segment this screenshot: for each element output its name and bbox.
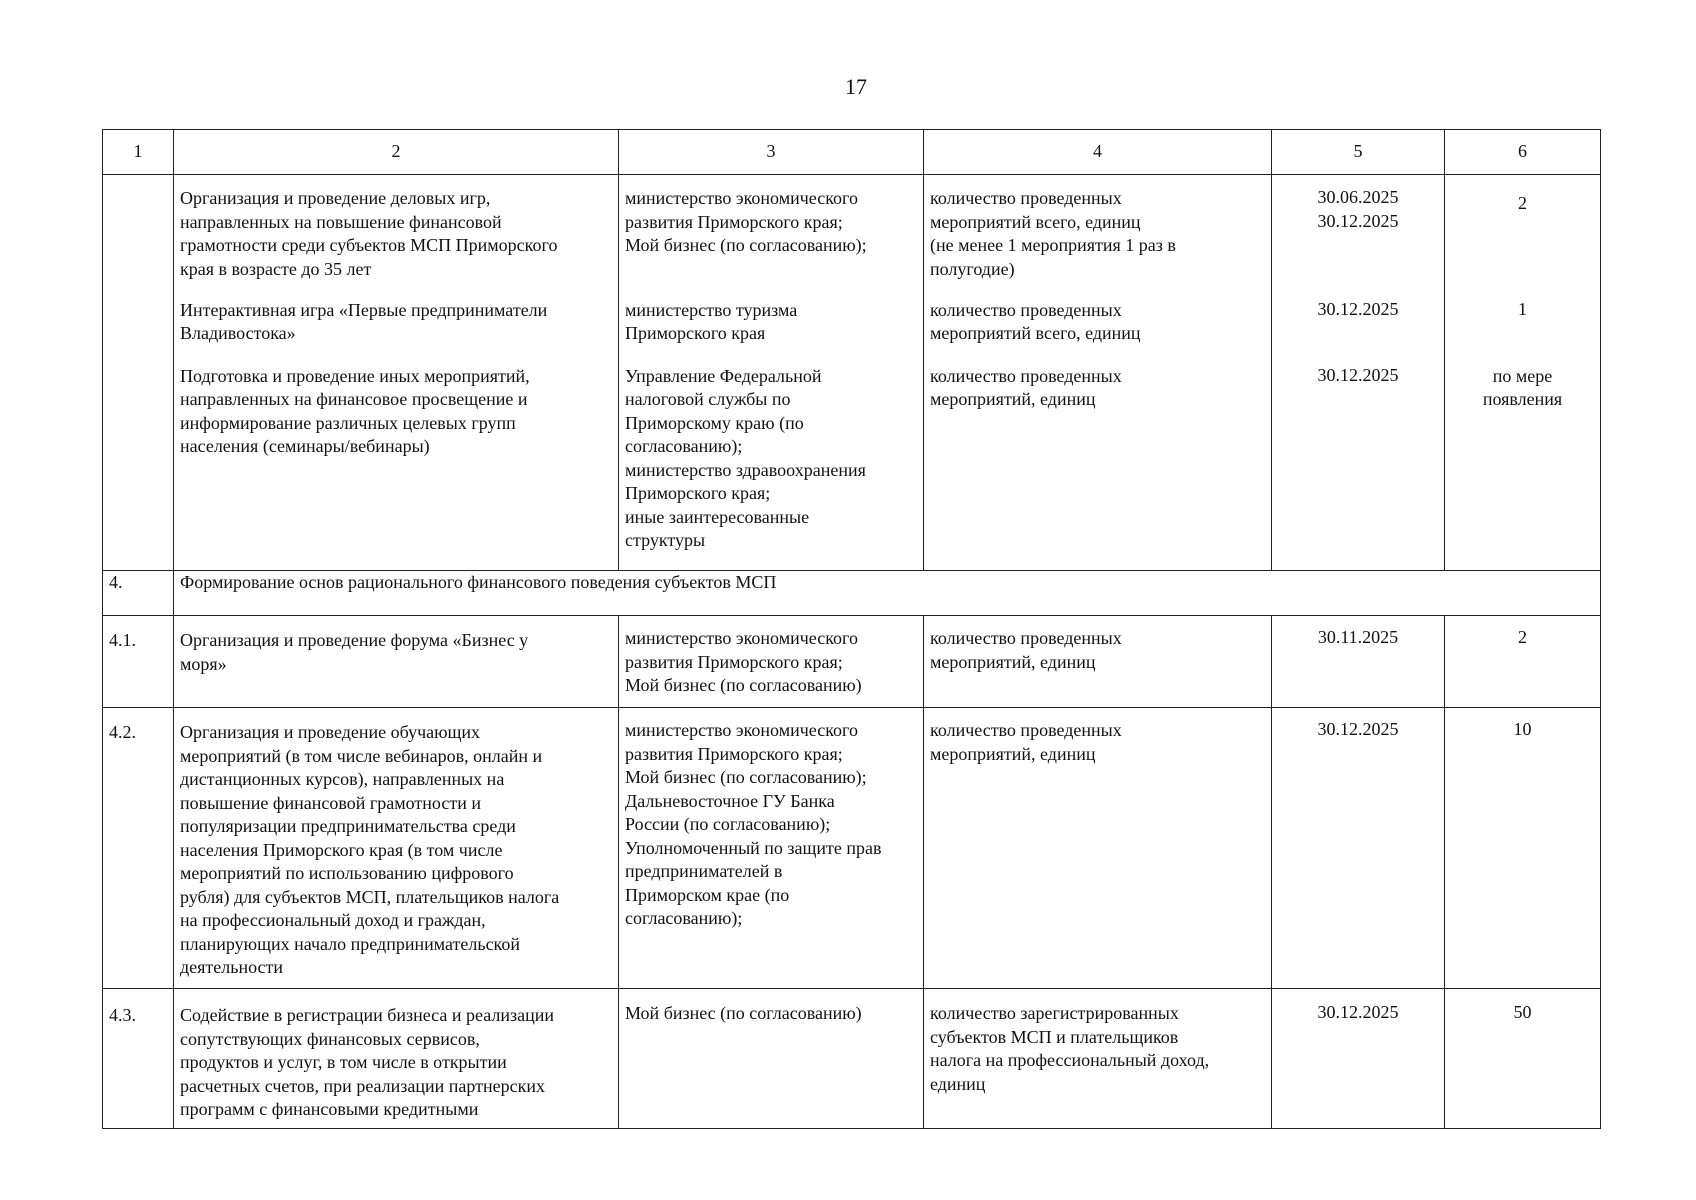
section-title: Формирование основ рационального финансового поведения субъектов МСП [174,571,1601,616]
deadline-cell: 30.12.2025 [1272,289,1445,362]
indicator-cell: количество проведенных мероприятий всего, единиц (не менее 1 мероприятия 1 раз в полугодие) [924,175,1272,289]
table-row [103,989,1601,1129]
deadline-cell: 30.12.2025 [1272,708,1445,989]
value-cell: 10 [1445,708,1601,989]
indicator-cell: количество проведенных мероприятий, единиц [924,708,1272,989]
column-number: 5 [1272,130,1445,175]
indicator-cell: количество зарегистрированных субъектов МСП и плательщиков налога на профессиональный доход, единиц [924,989,1272,1129]
executors-cell: министерство экономического развития Приморского края; Мой бизнес (по согласованию); [619,175,924,289]
section-row [103,571,1601,616]
executors-cell: Мой бизнес (по согласованию) [619,989,924,1129]
section-number: 4. [103,571,174,616]
events-table [102,129,1601,1129]
row-number-cell: 4.3. [103,989,174,1129]
value-cell: по мере появления [1445,362,1601,571]
indicator-cell: количество проведенных мероприятий всего, единиц [924,289,1272,362]
column-number: 6 [1445,130,1601,175]
executors-cell: министерство экономического развития Приморского края; Мой бизнес (по согласованию); Дальневосточное ГУ Банка России (по согласованию); Уполномоченный по защите прав предпринимателей в Приморском крае (по согласованию); [619,708,924,989]
deadline-cell: 30.12.2025 [1272,362,1445,571]
deadline-cell: 30.06.2025 30.12.2025 [1272,175,1445,289]
indicator-cell: количество проведенных мероприятий, единиц [924,616,1272,708]
column-number: 2 [174,130,619,175]
executors-cell: Управление Федеральной налоговой службы по Приморскому краю (по согласованию); министерство здравоохранения Приморского края; иные заинтересованные структуры [619,362,924,571]
deadline-cell: 30.12.2025 [1272,989,1445,1129]
column-number: 1 [103,130,174,175]
table-row [103,616,1601,708]
event-cell: Организация и проведение деловых игр, направленных на повышение финансовой грамотности среди субъектов МСП Приморского края в возрасте до 35 лет [174,175,619,289]
value-cell: 2 [1445,616,1601,708]
table-row [103,708,1601,989]
executors-cell: министерство туризма Приморского края [619,289,924,362]
row-number-cell [103,175,174,571]
column-numbers-row [103,130,1601,175]
table-row [103,362,1601,571]
event-cell: Организация и проведение форума «Бизнес у моря» [174,616,619,708]
row-number-cell: 4.2. [103,708,174,989]
event-cell: Организация и проведение обучающих мероприятий (в том числе вебинаров, онлайн и дистанционных курсов), направленных на повышение финансовой грамотности и популяризации предпринимательства среди населения Приморского края (в том числе мероприятий по использованию цифрового рубля) для субъектов МСП, плательщиков налога на профессиональный доход и граждан, планирующих начало предпринимательской деятельности [174,708,619,989]
value-cell: 1 [1445,289,1601,362]
event-cell: Содействие в регистрации бизнеса и реализации сопутствующих финансовых сервисов, продуктов и услуг, в том числе в открытии расчетных счетов, при реализации партнерских программ с финансовыми кредитными [174,989,619,1129]
value-cell: 50 [1445,989,1601,1129]
row-number-cell: 4.1. [103,616,174,708]
executors-cell: министерство экономического развития Приморского края; Мой бизнес (по согласованию) [619,616,924,708]
value-cell: 2 [1445,175,1601,289]
page-number: 17 [845,74,867,99]
event-cell: Интерактивная игра «Первые предприниматели Владивостока» [174,289,619,362]
column-number: 4 [924,130,1272,175]
deadline-cell: 30.11.2025 [1272,616,1445,708]
event-cell: Подготовка и проведение иных мероприятий, направленных на финансовое просвещение и информирование различных целевых групп населения (семинары/вебинары) [174,362,619,571]
column-number: 3 [619,130,924,175]
indicator-cell: количество проведенных мероприятий, единиц [924,362,1272,571]
table-row [103,175,1601,289]
table-row [103,289,1601,362]
